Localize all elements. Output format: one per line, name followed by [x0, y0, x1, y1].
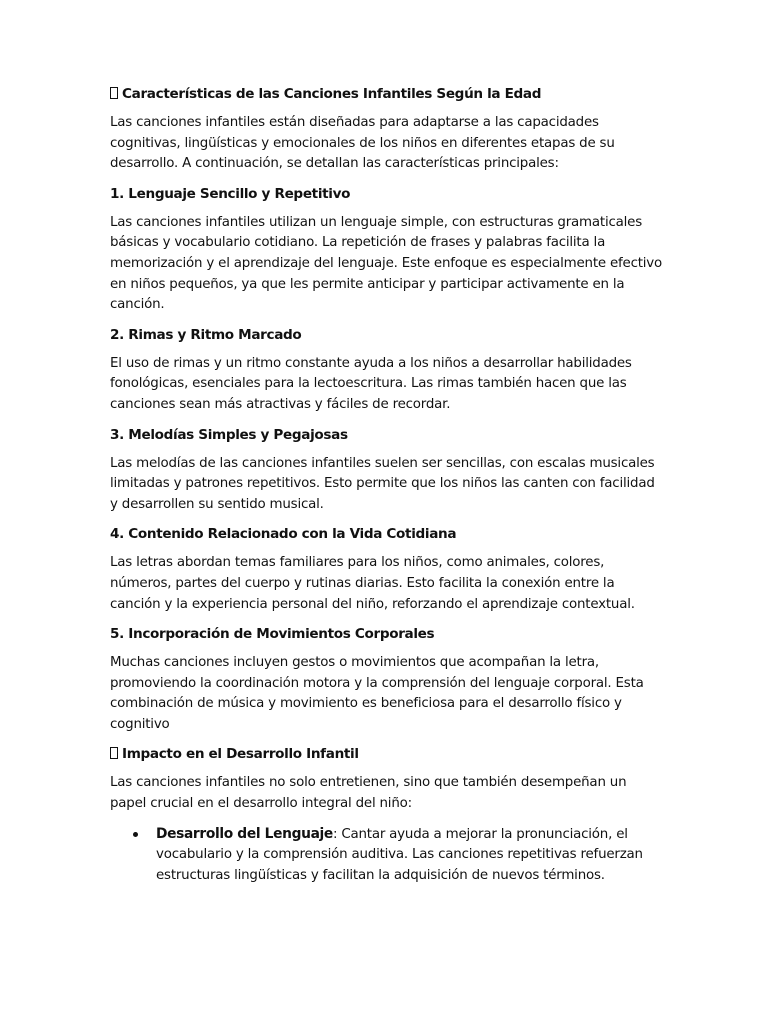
section-heading-1: 1. Lenguaje Sencillo y Repetitivo [110, 185, 351, 202]
section-paragraph-4: Las letras abordan temas familiares para los niños, como animales, colores, números, partes del cuerpo y rutinas diarias. Esto facilita la conexión entre la canción y la experiencia personal del niño, reforzando el aprendizaje contextual. [110, 555, 635, 612]
section-heading-5: 5. Incorporación de Movimientos Corporales [110, 626, 435, 643]
section-paragraph-1: Las canciones infantiles utilizan un lenguaje simple, con estructuras gramaticales básicas y vocabulario cotidiano. La repetición de frases y palabras facilita la memorización y el aprendizaje del lenguaje. Este enfoque es especialmente efectivo en niños pequeños, ya que les permite anticipar y participar activamente en la canción. [110, 214, 663, 313]
missing-glyph-icon [110, 87, 118, 99]
document-body [110, 84, 666, 886]
section-heading-2: 2. Rimas y Ritmo Marcado [110, 326, 302, 343]
impact-heading [110, 744, 666, 764]
section-paragraph-3: Las melodías de las canciones infantiles suelen ser sencillas, con escalas musicales limitadas y patrones repetitivos. Esto permite que los niños las canten con facilidad y desarrollen su sentido musical. [110, 455, 655, 512]
impact-heading-text: Impacto en el Desarrollo Infantil [122, 746, 359, 763]
section-paragraph-5: Muchas canciones incluyen gestos o movimientos que acompañan la letra, promoviendo la coordinación motora y la comprensión del lenguaje corporal. Esta combinación de música y movimiento es beneficiosa para el desarrollo físico y cognitivo [110, 655, 644, 732]
bullet-text: : Cantar ayuda a mejorar la pronunciación, el vocabulario y la comprensión auditiva. Las canciones repetitivas refuerzan estructuras lingüísticas y facilitan la adquisición de nuevos términos. [156, 826, 643, 883]
bullet-term: Desarrollo del Lenguaje [156, 825, 333, 842]
list-item [156, 824, 666, 887]
bullet-icon [133, 832, 138, 837]
impact-bullet-list [110, 824, 666, 887]
section-paragraph-2: El uso de rimas y un ritmo constante ayuda a los niños a desarrollar habilidades fonológicas, esenciales para la lectoescritura. Las rimas también hacen que las canciones sean más atractivas y fáciles de recordar. [110, 355, 632, 412]
section-heading-3: 3. Melodías Simples y Pegajosas [110, 426, 348, 443]
impact-intro-paragraph: Las canciones infantiles no solo entretienen, sino que también desempeñan un papel crucial en el desarrollo integral del niño: [110, 775, 627, 812]
missing-glyph-icon [110, 747, 118, 759]
section-heading-4: 4. Contenido Relacionado con la Vida Cotidiana [110, 526, 457, 543]
document-title [110, 84, 666, 104]
intro-paragraph: Las canciones infantiles están diseñadas para adaptarse a las capacidades cognitivas, lingüísticas y emocionales de los niños en diferentes etapas de su desarrollo. A continuación, se detallan las características principales: [110, 115, 615, 172]
document-title-text: Características de las Canciones Infantiles Según la Edad [122, 86, 542, 102]
